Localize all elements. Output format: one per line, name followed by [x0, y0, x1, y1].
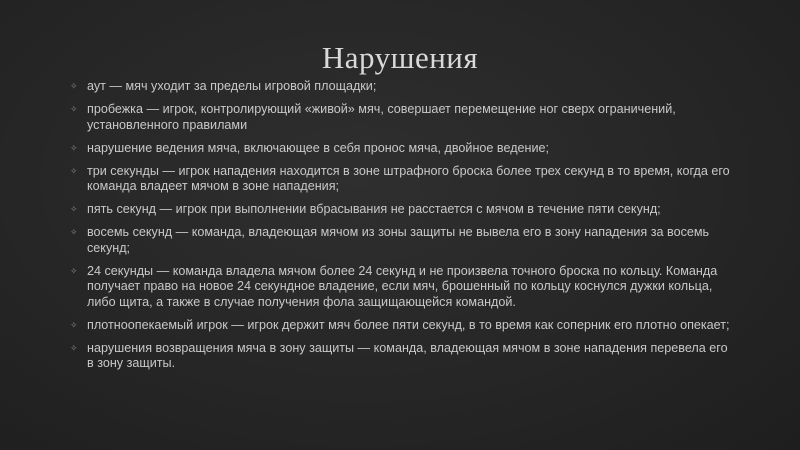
bullet-icon: ✧	[70, 265, 78, 276]
list-item	[70, 341, 730, 372]
bullet-icon: ✧	[70, 204, 78, 214]
bullet-text: плотноопекаемый игрок — игрок держит мяч более пяти секунд, в то время как соперник его плотно опекает;	[87, 317, 730, 332]
list-item	[70, 225, 730, 256]
list-item	[70, 141, 730, 157]
bullet-icon: ✧	[70, 142, 78, 153]
bullet-icon: ✧	[70, 81, 78, 91]
bullet-text: пробежка — игрок, контролирующий «живой» мяч, совершает перемещение ног сверх ограничений, установленного правилами	[87, 102, 676, 132]
bullet-text: пять секунд — игрок при выполнении вбрасывания не расстается с мячом в течение пяти секунд;	[87, 202, 661, 216]
bullet-list	[70, 79, 730, 379]
list-item	[70, 318, 730, 334]
bullet-icon: ✧	[70, 319, 78, 330]
slide-title: Нарушения	[321, 40, 479, 75]
bullet-icon: ✧	[70, 227, 78, 237]
list-item	[70, 79, 730, 95]
bullet-icon: ✧	[70, 104, 78, 114]
bullet-icon: ✧	[70, 165, 78, 176]
bullet-text: нарушения возвращения мяча в зону защиты — команда, владеющая мячом в зоне нападения перевела его в зону защиты.	[87, 340, 728, 370]
bullet-text: аут — мяч уходит за пределы игровой площадки;	[87, 79, 377, 93]
bullet-text: 24 секунды — команда владела мячом более 24 секунд и не произвела точного броска по кольцу. Команда получает право на новое 24 секундное владение, если мяч, брошенный по кольцу коснулся дужки кольца, либо щита, а также в случае получения фола защищающейся командой.	[87, 263, 718, 309]
bullet-icon: ✧	[70, 342, 78, 353]
list-item	[70, 164, 730, 195]
bullet-text: три секунды — игрок нападения находится в зоне штрафного броска более трех секунд в то время, когда его команда владеет мячом в зоне нападения;	[87, 163, 730, 193]
bullet-text: нарушение ведения мяча, включающее в себя пронос мяча, двойное ведение;	[87, 140, 550, 155]
list-item	[70, 264, 730, 311]
bullet-text: восемь секунд — команда, владеющая мячом из зоны защиты не вывела его в зону нападения за восемь секунд;	[87, 225, 710, 255]
list-item	[70, 202, 730, 218]
list-item	[70, 102, 730, 133]
